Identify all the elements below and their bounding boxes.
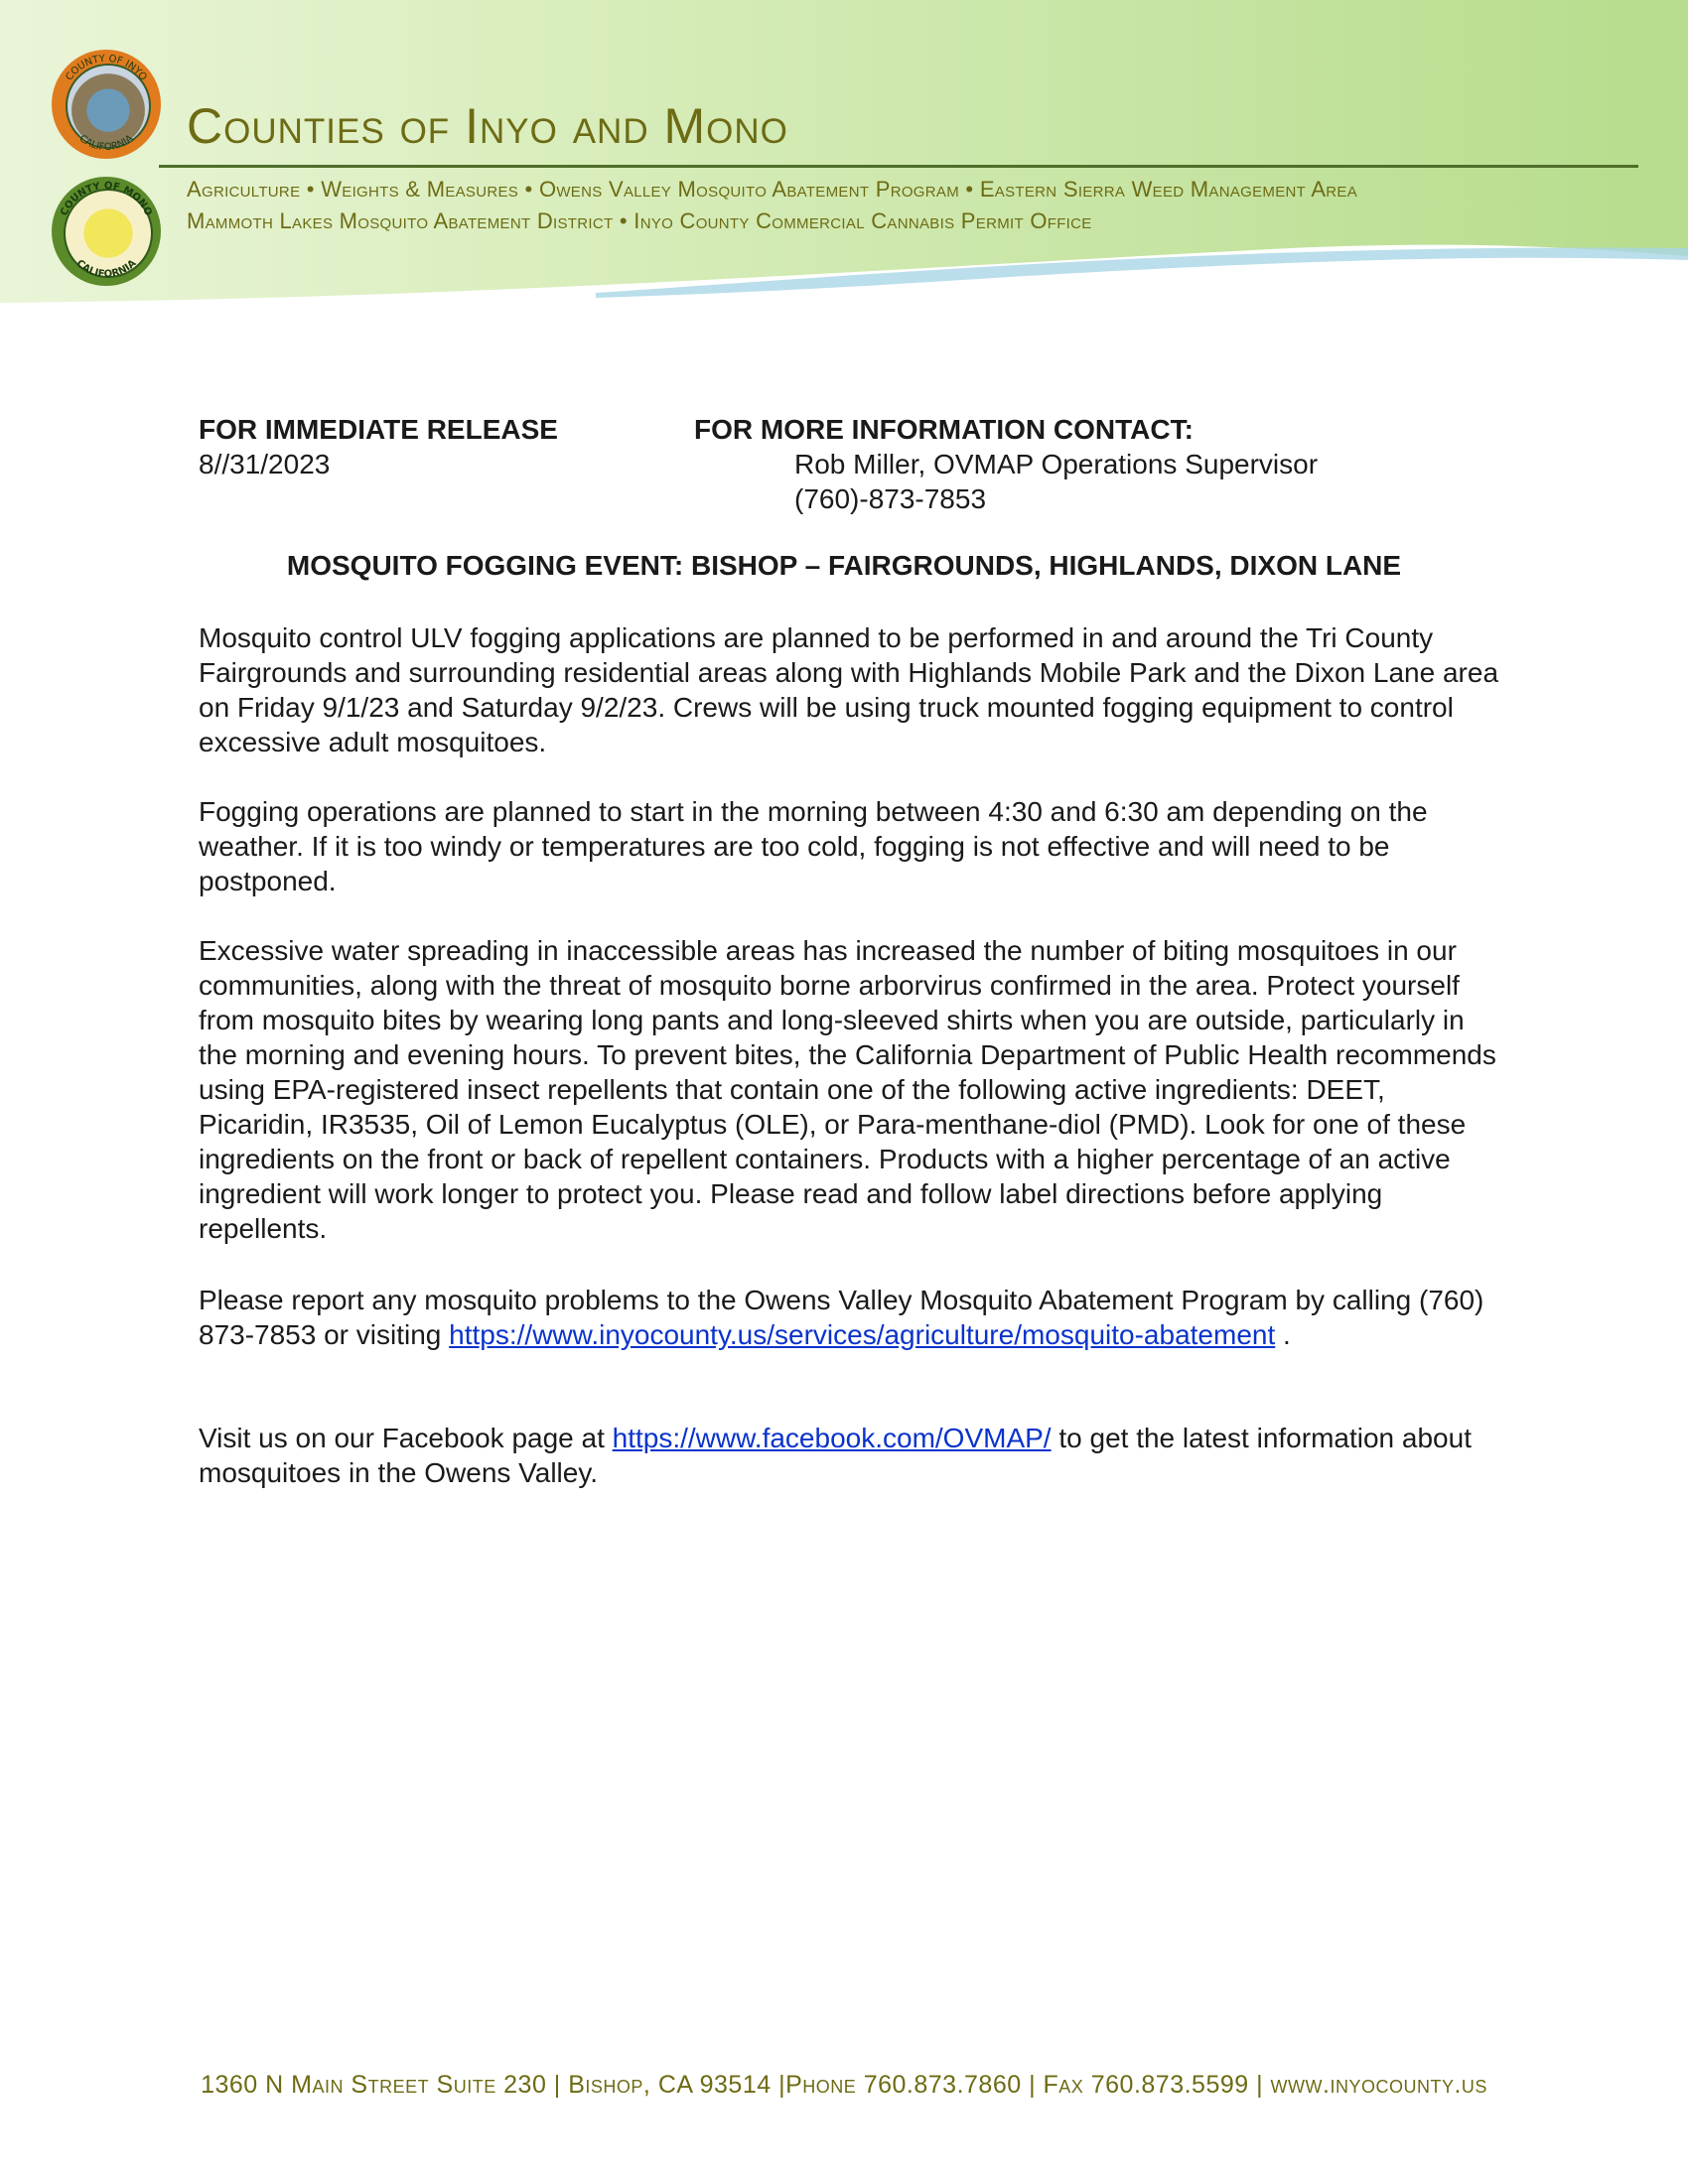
facebook-link[interactable]: https://www.facebook.com/OVMAP/ [612,1423,1052,1453]
paragraph-fogging-schedule: Fogging operations are planned to start in the morning between 4:30 and 6:30 am depending on the weather. If it is too windy or temperatures are too cold, fogging is not effective and will need to be postponed. [199,796,1428,896]
paragraph-prevention-advice: Excessive water spreading in inaccessible areas has increased the number of biting mosquitoes in our communities, along with the threat of mosquito borne arborvirus confirmed in the area. Protect yourself from mosquito bites by wearing long pants and long-sleeved shirts when you are outside, particularly in the morning and evening hours. To prevent bites, the California Department of Public Health recommends using EPA-registered insect repellents that contain one of the following active ingredients: DEET, Picaridin, IR3535, Oil of Lemon Eucalyptus (OLE), or Para-menthane-diol (PMD). Look for one of these ingredients on the front or back of repellent containers. Products with a higher percentage of an active ingredient will work longer to protect you. Please read and follow label directions before applying repellents. [199,935,1496,1244]
seal-mono-bottom-text: CALIFORNIA [73,257,139,281]
mosquito-abatement-link[interactable]: https://www.inyocounty.us/services/agriculture/mosquito-abatement [449,1319,1276,1350]
paragraph-facebook [199,1421,1499,1490]
organization-title: Counties of Inyo and Mono [187,98,788,154]
header-divider [159,165,1638,168]
departments-line-1: Agriculture • Weights & Measures • Owens Valley Mosquito Abatement Program • Eastern Sierra Weed Management Area [187,177,1358,202]
departments-line-2: Mammoth Lakes Mosquito Abatement District • Inyo County Commercial Cannabis Permit Office [187,208,1092,233]
svg-text:COUNTY OF MONO [59,181,153,217]
contact-phone: (760)-873-7853 [794,483,987,514]
seal-inyo-top-text: COUNTY OF INYO [64,53,149,83]
seal-inyo-bottom-text: CALIFORNIA [76,133,136,154]
contact-label: FOR MORE INFORMATION CONTACT: [694,414,1194,445]
header-wave-decoration [0,0,1688,318]
seal-mono-top-text: COUNTY OF MONO [59,180,154,218]
paragraph-fogging-plan: Mosquito control ULV fogging applications are planned to be performed in and around the Tri County Fairgrounds and surrounding residential areas along with Highlands Mobile Park and the Dixon Lane area on Friday 9/1/23 and Saturday 9/2/23. Crews will be using truck mounted fogging equipment to control excessive adult mosquitoes. [199,622,1499,757]
release-block [199,412,558,481]
paragraph-report-problems [199,1283,1499,1352]
letterhead-banner [0,0,1688,318]
press-release-headline: MOSQUITO FOGGING EVENT: BISHOP – FAIRGROUNDS, HIGHLANDS, DIXON LANE [286,550,1402,581]
report-text-end: . [1275,1319,1291,1350]
report-text: Please report any mosquito problems to the Owens Valley Mosquito Abatement Program by calling (760) 873-7853 or visiting [199,1285,1484,1350]
footer-address: 1360 N Main Street Suite 230 | Bishop, CA 93514 |Phone 760.873.7860 | Fax 760.873.5599 | www.inyocounty.us [201,2071,1487,2099]
mono-county-seal [52,177,161,286]
svg-text:COUNTY OF INYO [64,54,148,83]
inyo-county-seal [52,50,161,159]
svg-text:CALIFORNIA [77,133,136,153]
facebook-text-end: to get the latest information about mosquitoes in the Owens Valley. [199,1423,1472,1488]
release-label: FOR IMMEDIATE RELEASE [199,414,558,445]
contact-name: Rob Miller, OVMAP Operations Supervisor [794,449,1319,479]
svg-text:CALIFORNIA [74,258,139,281]
contact-block [694,412,1318,516]
facebook-text: Visit us on our Facebook page at [199,1423,613,1453]
release-date: 8//31/2023 [199,449,331,479]
